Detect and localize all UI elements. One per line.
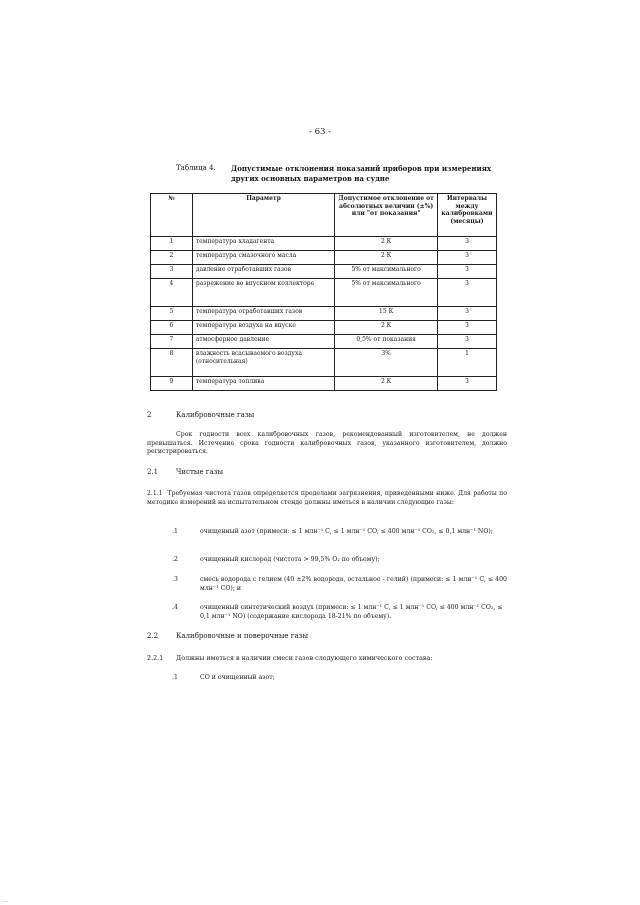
row-interval: 1 — [437, 349, 496, 377]
list-item-text: очищенный кислород (чистота > 99,5% O₂ по объему); — [200, 556, 380, 563]
row-deviation: 2 К — [335, 321, 438, 335]
list-item — [172, 528, 507, 546]
row-parameter: температура смазочного масла — [192, 251, 334, 265]
row-number: 4 — [151, 279, 193, 307]
row-parameter: давление отработавших газов — [192, 265, 334, 279]
section-title: Чистые газы — [176, 468, 224, 476]
row-interval: 3 — [437, 251, 496, 265]
parameters-table — [150, 193, 497, 391]
list-item-marker: .2 — [172, 556, 178, 563]
section-number: 2.1.1 — [147, 490, 163, 497]
row-number: 9 — [151, 377, 193, 391]
section-number: 2.2.1 — [147, 654, 164, 662]
row-deviation: 2 К — [335, 377, 438, 391]
corner-scan-mark: .... — [2, 898, 9, 904]
table-row — [151, 265, 497, 279]
list-item — [172, 556, 507, 566]
list-item-marker: .1 — [172, 674, 178, 681]
row-deviation: 15 К — [335, 307, 438, 321]
row-interval: 3 — [437, 321, 496, 335]
row-number: 8 — [151, 349, 193, 377]
section-title: Должны иметься в наличии смеси газов следующего химического состава: — [176, 654, 433, 662]
section-title: Калибровочные и поверочные газы — [176, 632, 309, 640]
row-number: 1 — [151, 237, 193, 251]
row-parameter: атмосферное давление — [192, 335, 334, 349]
column-header-number: № — [151, 194, 193, 237]
row-interval: 3 — [437, 237, 496, 251]
row-interval: 3 — [437, 377, 496, 391]
table-row — [151, 377, 497, 391]
list-item-text: очищенный азот (примеси: ≤ 1 млн⁻¹ C, ≤ 1 млн⁻¹ CO, ≤ 400 млн⁻¹ CO₂, ≤ 0,1 млн⁻¹ NO); — [200, 528, 493, 535]
list-item — [172, 576, 507, 594]
section-2-1-1-paragraph — [147, 490, 507, 507]
row-number: 7 — [151, 335, 193, 349]
section-number: 2 — [147, 411, 152, 419]
table-header-row — [151, 194, 497, 237]
table-row — [151, 279, 497, 307]
row-number: 5 — [151, 307, 193, 321]
table-row — [151, 335, 497, 349]
row-deviation: 3% — [335, 349, 438, 377]
row-parameter: температура воздуха на впуске — [192, 321, 334, 335]
row-number: 3 — [151, 265, 193, 279]
row-deviation: 2 К — [335, 237, 438, 251]
row-parameter: температура топлива — [192, 377, 334, 391]
row-number: 2 — [151, 251, 193, 265]
table-row — [151, 237, 497, 251]
column-header-interval: Интервалы между калибровками (месяцы) — [437, 194, 496, 237]
column-header-parameter: Параметр — [192, 194, 334, 237]
list-item-marker: .3 — [172, 576, 178, 583]
list-item-text: очищенный синтетический воздух (примеси: ≤ 1 млн⁻¹ C, ≤ 1 млн⁻¹ CO, ≤ 400 млн⁻¹ CO₂, ≤ 0,1 млн⁻¹ NO) (содержание кислорода 18-21% по объему). — [200, 604, 503, 620]
table-row — [151, 307, 497, 321]
row-number: 6 — [151, 321, 193, 335]
list-item — [172, 674, 507, 684]
section-2-paragraph: Срок годности всех калибровочных газов, рекомендованный изготовителем, не должен превышаться. Истечение срока годности калибровочных газов, указанного изготовителем, должно регистрироваться. — [147, 431, 507, 456]
table-caption-label: Таблица 4. — [176, 164, 216, 172]
list-item-marker: .4 — [172, 604, 178, 611]
row-interval: 3 — [437, 307, 496, 321]
row-deviation: 2 К — [335, 251, 438, 265]
section-text: Требуемая чистота газов определяется пределами загрязнения, приведенными ниже. Для работы по методике измерений на испытательном стенде должны иметься в наличии следующие газы: — [147, 490, 507, 506]
row-parameter: температура хладагента — [192, 237, 334, 251]
row-deviation: 5% от максимального — [335, 265, 438, 279]
row-interval: 3 — [437, 265, 496, 279]
row-parameter: влажность всасываемого воздуха (относительная) — [192, 349, 334, 377]
table-row — [151, 251, 497, 265]
row-deviation: 5% от максимального — [335, 279, 438, 307]
list-item-text: CO и очищенный азот; — [200, 674, 275, 681]
list-item-marker: .1 — [172, 528, 178, 535]
table-caption-text: Допустимые отклонения показаний приборов при измерениях других основных параметров на судне — [231, 164, 492, 183]
row-interval: 3 — [437, 279, 496, 307]
row-interval: 3 — [437, 335, 496, 349]
section-title: Калибровочные газы — [176, 411, 255, 419]
column-header-deviation: Допустимое отклонение от абсолютных величин (±%) или "от показания" — [335, 194, 438, 237]
list-item-text: смесь водорода с гелием (40 ±2% водорода, остальное - гелий) (примеси: ≤ 1 млн⁻¹ C, ≤ 400 млн⁻¹ CO); и — [200, 576, 507, 592]
section-number: 2.2 — [147, 632, 159, 640]
section-number: 2.1 — [147, 468, 159, 476]
table-row — [151, 349, 497, 377]
page-number: - 63 - — [309, 127, 331, 137]
list-item — [172, 604, 507, 622]
table-row — [151, 321, 497, 335]
row-parameter: температура отработавших газов — [192, 307, 334, 321]
row-deviation: 0,5% от показания — [335, 335, 438, 349]
row-parameter: разрежение во впускном коллекторе — [192, 279, 334, 307]
